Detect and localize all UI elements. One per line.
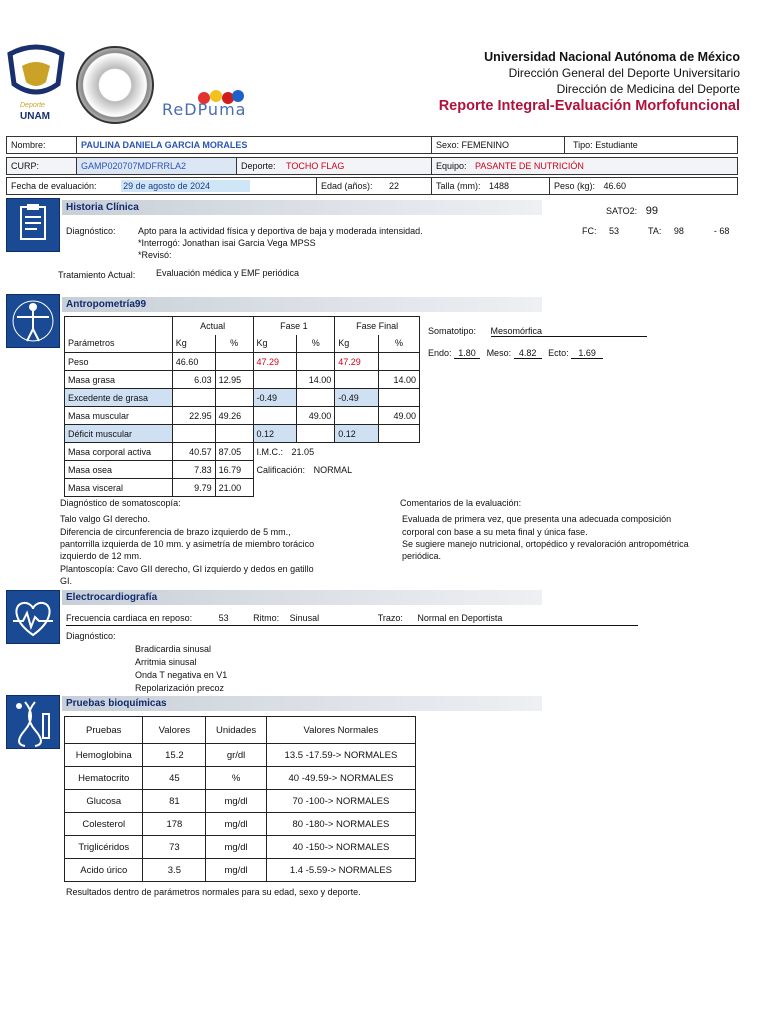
dept-medicina: Dirección de Medicina del Deporte <box>556 82 740 96</box>
patient-row-1: Nombre: PAULINA DANIELA GARCIA MORALES Sexo: FEMENINO Tipo: Estudiante <box>6 136 738 154</box>
row-excedente: Excedente de grasa -0.49 -0.49 <box>65 389 420 407</box>
calificacion-value: NORMAL <box>313 464 353 475</box>
redpuma-logo: ReDPuma <box>158 90 288 116</box>
patient-row-2: CURP: GAMP020707MDFRRLA2 Deporte: TOCHO FLAG Equipo: PASANTE DE NUTRICIÓN <box>6 157 738 175</box>
ecg-trazo-value: Normal en Deportista <box>417 613 503 623</box>
bioquimicas-title: Pruebas bioquímicas <box>62 696 542 711</box>
patient-name: PAULINA DANIELA GARCIA MORALES <box>77 137 432 153</box>
puma-icon <box>4 44 68 106</box>
row-masa-muscular: Masa muscular 22.95 49.26 49.00 49.00 <box>65 407 420 425</box>
biochem-table: Pruebas Valores Unidades Valores Normales Hemoglobina 15.2 gr/dl 13.5 -17.59-> NORMALES Hematocrito 45 % 40 -49.59-> NORMALES Glucosa 81 mg/dl 70 -100-> NORMALES Colesterol 178 mg/dl 80 -180-> NORMALES Triglicéridos 73 mg/dl 40 -150-> NORMALES Acido úrico 3.5 mg/dl 1.4 -5.59-> NORMALES <box>64 716 416 882</box>
biochem-row: Hemoglobina 15.2 gr/dl 13.5 -17.59-> NORMALES <box>65 744 416 767</box>
row-peso: Peso 46.60 47.29 47.29 <box>65 353 420 371</box>
row-masa-activa: Masa corporal activa 40.57 87.05 I.M.C.: 21.05 <box>65 443 420 461</box>
historia-title: Historia Clínica <box>62 200 542 215</box>
biochem-row: Hematocrito 45 % 40 -49.59-> NORMALES <box>65 767 416 790</box>
row-masa-grasa: Masa grasa 6.03 12.95 14.00 14.00 <box>65 371 420 389</box>
dna-icon <box>6 695 60 749</box>
tratamiento-text: Evaluación médica y EMF periódica <box>156 268 300 278</box>
report-title: Reporte Integral-Evaluación Morfofuncional <box>438 98 740 114</box>
ta-dia: - 68 <box>713 226 730 236</box>
patient-row-3: Fecha de evaluación: 29 de agosto de 2024 Edad (años): 22 Talla (mm): 1488 Peso (kg): 46.60 <box>6 177 738 195</box>
fc-value: 53 <box>609 226 620 236</box>
biochem-row: Colesterol 178 mg/dl 80 -180-> NORMALES <box>65 813 416 836</box>
row-deficit: Déficit muscular 0.12 0.12 <box>65 425 420 443</box>
meso-value: 4.82 <box>514 348 542 359</box>
ecto-value: 1.69 <box>571 348 603 359</box>
patient-sex: FEMENINO <box>461 140 510 150</box>
biochem-row: Glucosa 81 mg/dl 70 -100-> NORMALES <box>65 790 416 813</box>
heart-ecg-icon <box>6 590 60 644</box>
body-figure-icon <box>6 294 60 348</box>
row-masa-osea: Masa osea 7.83 16.79 Calificación: NORMAL <box>65 461 420 479</box>
patient-team: PASANTE DE NUTRICIÓN <box>475 161 584 171</box>
diagnostico-text: Apto para la actividad física y deportiva de baja y moderada intensidad. <box>138 226 423 236</box>
ecg-fc-value: 53 <box>218 613 229 623</box>
patient-weight: 46.60 <box>603 181 627 191</box>
comentario-line-1: Evaluada de primera vez, que presenta una adecuada composición <box>402 514 672 524</box>
anthropometry-table: Actual Fase 1 Fase Final Parámetros Kg % Kg % Kg % Peso 46.60 47.29 47.29 Masa grasa 6.03 12.95 14.00 14.00 Excedente de grasa -0.49 -0.49 Masa muscular 22.95 49.26 49.00 49.00 Déficit muscular 0.12 0.12 Masa corporal activa 40.57 87.05 I.M.C.: 21.05 Masa osea 7.83 16.79 Calificación: NORMAL Masa visceral 9.79 21.00 <box>64 316 420 497</box>
dept-general: Dirección General del Deporte Universitario <box>508 66 740 80</box>
somato-line-1: Talo valgo GI derecho. <box>60 514 151 524</box>
university-name: Universidad Nacional Autónoma de México <box>484 50 740 64</box>
somatotipo-value: Mesomórfica <box>491 326 647 337</box>
row-masa-visceral: Masa visceral 9.79 21.00 <box>65 479 420 497</box>
antropometria-title: Antropometría99 <box>62 297 542 312</box>
clipboard-icon <box>6 198 60 252</box>
ecg-title: Electrocardiografía <box>62 590 542 605</box>
patient-sport: TOCHO FLAG <box>286 161 345 171</box>
endo-value: 1.80 <box>454 348 480 359</box>
ecg-ritmo-value: Sinusal <box>289 613 320 623</box>
unam-logo: Deporte UNAM <box>4 44 68 122</box>
sato2-value: 99 <box>645 205 658 217</box>
ta-sys: 98 <box>673 226 684 236</box>
seal-logo <box>76 46 154 124</box>
patient-type: Estudiante <box>595 140 638 150</box>
biochem-row: Acido úrico 3.5 mg/dl 1.4 -5.59-> NORMALES <box>65 859 416 882</box>
patient-age: 22 <box>389 181 400 191</box>
patient-curp: GAMP020707MDFRRLA2 <box>77 158 237 174</box>
biochem-row: Triglicéridos 73 mg/dl 40 -150-> NORMALES <box>65 836 416 859</box>
patient-height: 1488 <box>489 181 510 191</box>
biochem-footer: Resultados dentro de parámetros normales para su edad, sexo y deporte. <box>66 887 361 897</box>
imc-value: 21.05 <box>291 446 315 457</box>
eval-date: 29 de agosto de 2024 <box>121 180 250 192</box>
